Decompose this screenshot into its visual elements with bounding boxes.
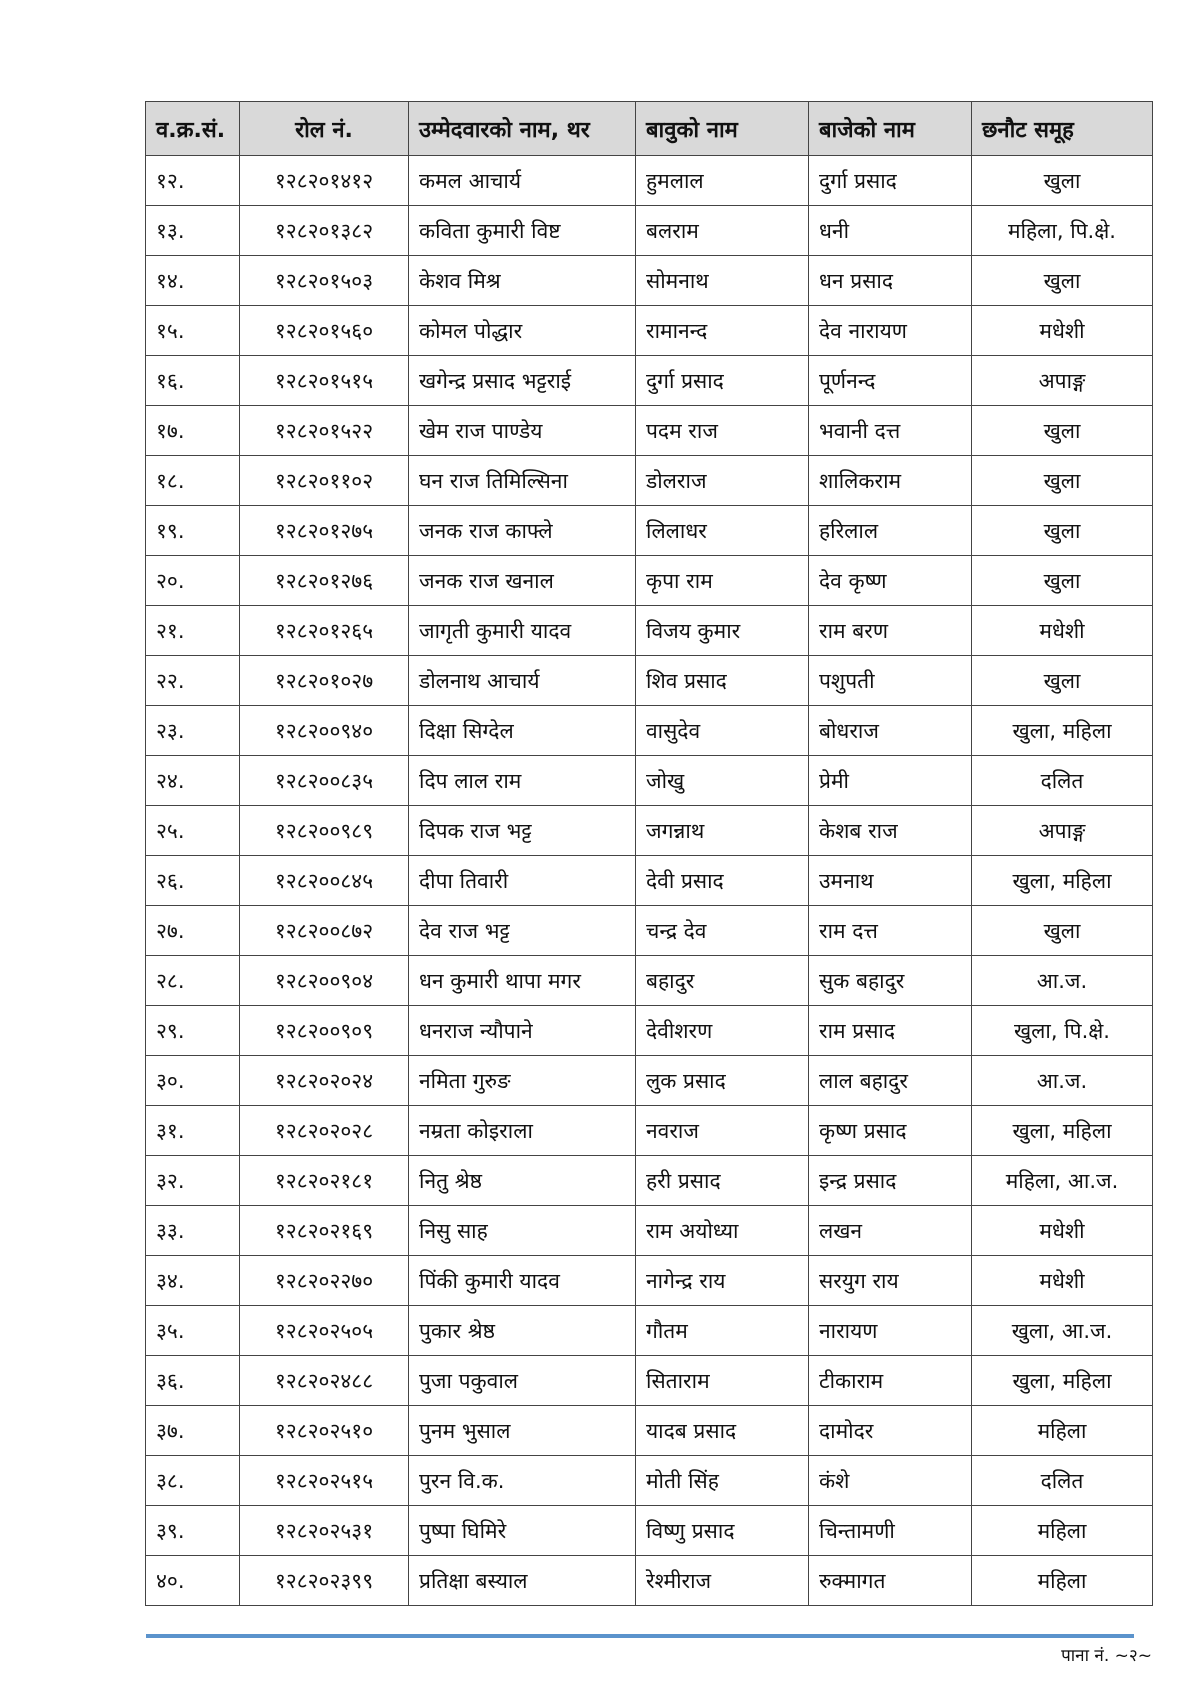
cell-father-name: राम अयोध्या <box>636 1206 809 1256</box>
cell-grandfather-name: रुक्मागत <box>809 1556 972 1606</box>
cell-serial: २६. <box>146 856 240 906</box>
cell-grandfather-name: पूर्णनन्द <box>809 356 972 406</box>
cell-serial: १२. <box>146 156 240 206</box>
table-row <box>146 956 1153 1006</box>
cell-selection-group: आ.ज. <box>972 956 1153 1006</box>
table-row <box>146 306 1153 356</box>
cell-serial: २०. <box>146 556 240 606</box>
cell-roll-no: १२८२०१२७६ <box>240 556 409 606</box>
cell-father-name: यादब प्रसाद <box>636 1406 809 1456</box>
cell-father-name: देवी प्रसाद <box>636 856 809 906</box>
cell-roll-no: १२८२०१५१५ <box>240 356 409 406</box>
cell-father-name: बहादुर <box>636 956 809 1006</box>
cell-roll-no: १२८२००९४० <box>240 706 409 756</box>
cell-selection-group: खुला <box>972 256 1153 306</box>
cell-father-name: बलराम <box>636 206 809 256</box>
cell-roll-no: १२८२०१२७५ <box>240 506 409 556</box>
cell-candidate-name: निसु साह <box>409 1206 636 1256</box>
table-row <box>146 1006 1153 1056</box>
cell-grandfather-name: नारायण <box>809 1306 972 1356</box>
cell-grandfather-name: लखन <box>809 1206 972 1256</box>
cell-selection-group: खुला <box>972 406 1153 456</box>
cell-roll-no: १२८२०२१६९ <box>240 1206 409 1256</box>
cell-selection-group: खुला <box>972 906 1153 956</box>
cell-candidate-name: जनक राज खनाल <box>409 556 636 606</box>
cell-serial: ३०. <box>146 1056 240 1106</box>
cell-candidate-name: दिक्षा सिग्देल <box>409 706 636 756</box>
table-row <box>146 1156 1153 1206</box>
cell-roll-no: १२८२००९०९ <box>240 1006 409 1056</box>
cell-selection-group: अपाङ्ग <box>972 806 1153 856</box>
cell-father-name: शिव प्रसाद <box>636 656 809 706</box>
cell-father-name: जोखु <box>636 756 809 806</box>
cell-candidate-name: दिपक राज भट्ट <box>409 806 636 856</box>
cell-father-name: लिलाधर <box>636 506 809 556</box>
cell-serial: ३१. <box>146 1106 240 1156</box>
cell-serial: २९. <box>146 1006 240 1056</box>
cell-father-name: नागेन्द्र राय <box>636 1256 809 1306</box>
cell-grandfather-name: कृष्ण प्रसाद <box>809 1106 972 1156</box>
cell-father-name: नवराज <box>636 1106 809 1156</box>
header-candidate-name: उम्मेदवारको नाम, थर <box>409 102 636 156</box>
cell-grandfather-name: इन्द्र प्रसाद <box>809 1156 972 1206</box>
cell-father-name: सोमनाथ <box>636 256 809 306</box>
header-serial: व.क्र.सं. <box>146 102 240 156</box>
cell-candidate-name: दिप लाल राम <box>409 756 636 806</box>
cell-candidate-name: देव राज भट्ट <box>409 906 636 956</box>
cell-selection-group: मधेशी <box>972 306 1153 356</box>
cell-father-name: विजय कुमार <box>636 606 809 656</box>
cell-selection-group: खुला, महिला <box>972 856 1153 906</box>
cell-roll-no: १२८२०२३९९ <box>240 1556 409 1606</box>
cell-roll-no: १२८२००९०४ <box>240 956 409 1006</box>
table-row <box>146 406 1153 456</box>
cell-father-name: सिताराम <box>636 1356 809 1406</box>
cell-candidate-name: दीपा तिवारी <box>409 856 636 906</box>
table-row <box>146 1256 1153 1306</box>
cell-roll-no: १२८२०१०२७ <box>240 656 409 706</box>
cell-roll-no: १२८२०११०२ <box>240 456 409 506</box>
cell-father-name: रामानन्द <box>636 306 809 356</box>
cell-grandfather-name: टीकाराम <box>809 1356 972 1406</box>
cell-serial: ३८. <box>146 1456 240 1506</box>
cell-candidate-name: जागृती कुमारी यादव <box>409 606 636 656</box>
cell-roll-no: १२८२०२४८८ <box>240 1356 409 1406</box>
cell-roll-no: १२८२०१३८२ <box>240 206 409 256</box>
cell-serial: १५. <box>146 306 240 356</box>
cell-candidate-name: पुरन वि.क. <box>409 1456 636 1506</box>
cell-grandfather-name: केशब राज <box>809 806 972 856</box>
cell-serial: २१. <box>146 606 240 656</box>
table-row <box>146 806 1153 856</box>
footer-divider <box>146 1634 1134 1638</box>
cell-roll-no: १२८२००९८९ <box>240 806 409 856</box>
cell-roll-no: १२८२०२०२४ <box>240 1056 409 1106</box>
cell-roll-no: १२८२००८७२ <box>240 906 409 956</box>
cell-roll-no: १२८२००८४५ <box>240 856 409 906</box>
cell-selection-group: खुला <box>972 556 1153 606</box>
header-grandfather-name: बाजेको नाम <box>809 102 972 156</box>
cell-candidate-name: नितु श्रेष्ठ <box>409 1156 636 1206</box>
cell-grandfather-name: भवानी दत्त <box>809 406 972 456</box>
table-row <box>146 1306 1153 1356</box>
cell-serial: २३. <box>146 706 240 756</box>
cell-selection-group: खुला <box>972 656 1153 706</box>
cell-grandfather-name: देव कृष्ण <box>809 556 972 606</box>
cell-roll-no: १२८२०१५६० <box>240 306 409 356</box>
cell-grandfather-name: उमनाथ <box>809 856 972 906</box>
cell-father-name: मोती सिंह <box>636 1456 809 1506</box>
table-row <box>146 556 1153 606</box>
cell-serial: १७. <box>146 406 240 456</box>
cell-serial: १८. <box>146 456 240 506</box>
cell-candidate-name: पुनम भुसाल <box>409 1406 636 1456</box>
cell-grandfather-name: राम प्रसाद <box>809 1006 972 1056</box>
cell-serial: १४. <box>146 256 240 306</box>
cell-grandfather-name: सरयुग राय <box>809 1256 972 1306</box>
table-row <box>146 1206 1153 1256</box>
cell-serial: २४. <box>146 756 240 806</box>
cell-candidate-name: धनराज न्यौपाने <box>409 1006 636 1056</box>
cell-candidate-name: पुष्पा घिमिरे <box>409 1506 636 1556</box>
cell-serial: २७. <box>146 906 240 956</box>
table-row <box>146 1356 1153 1406</box>
table-row <box>146 856 1153 906</box>
table-row <box>146 906 1153 956</box>
cell-father-name: लुक प्रसाद <box>636 1056 809 1106</box>
cell-serial: १९. <box>146 506 240 556</box>
table-row <box>146 1456 1153 1506</box>
table-row <box>146 1106 1153 1156</box>
candidate-table <box>145 101 1153 1606</box>
cell-candidate-name: प्रतिक्षा बस्याल <box>409 1556 636 1606</box>
table-row <box>146 506 1153 556</box>
cell-candidate-name: जनक राज काफ्ले <box>409 506 636 556</box>
table-row <box>146 606 1153 656</box>
table-row <box>146 156 1153 206</box>
cell-father-name: विष्णु प्रसाद <box>636 1506 809 1556</box>
cell-serial: ३९. <box>146 1506 240 1556</box>
cell-candidate-name: नम्रता कोइराला <box>409 1106 636 1156</box>
cell-grandfather-name: पशुपती <box>809 656 972 706</box>
cell-candidate-name: पुजा पकुवाल <box>409 1356 636 1406</box>
cell-candidate-name: पुकार श्रेष्ठ <box>409 1306 636 1356</box>
cell-father-name: रेश्मीराज <box>636 1556 809 1606</box>
cell-serial: ३३. <box>146 1206 240 1256</box>
cell-serial: ३६. <box>146 1356 240 1406</box>
cell-grandfather-name: प्रेमी <box>809 756 972 806</box>
cell-roll-no: १२८२०२१८१ <box>240 1156 409 1206</box>
cell-father-name: गौतम <box>636 1306 809 1356</box>
cell-selection-group: दलित <box>972 756 1153 806</box>
cell-roll-no: १२८२०२५१५ <box>240 1456 409 1506</box>
cell-candidate-name: केशव मिश्र <box>409 256 636 306</box>
cell-selection-group: खुला <box>972 156 1153 206</box>
table-row <box>146 656 1153 706</box>
cell-candidate-name: पिंकी कुमारी यादव <box>409 1256 636 1306</box>
cell-selection-group: खुला <box>972 456 1153 506</box>
cell-candidate-name: खगेन्द्र प्रसाद भट्टराई <box>409 356 636 406</box>
cell-selection-group: महिला <box>972 1406 1153 1456</box>
cell-serial: ३४. <box>146 1256 240 1306</box>
cell-roll-no: १२८२०१४१२ <box>240 156 409 206</box>
cell-grandfather-name: देव नारायण <box>809 306 972 356</box>
table-header-row <box>146 102 1153 156</box>
cell-selection-group: मधेशी <box>972 1256 1153 1306</box>
cell-serial: १६. <box>146 356 240 406</box>
cell-roll-no: १२८२००८३५ <box>240 756 409 806</box>
cell-roll-no: १२८२०२५०५ <box>240 1306 409 1356</box>
cell-father-name: हरी प्रसाद <box>636 1156 809 1206</box>
cell-candidate-name: कविता कुमारी विष्ट <box>409 206 636 256</box>
cell-grandfather-name: बोधराज <box>809 706 972 756</box>
cell-serial: २५. <box>146 806 240 856</box>
cell-selection-group: खुला <box>972 506 1153 556</box>
cell-father-name: जगन्नाथ <box>636 806 809 856</box>
cell-candidate-name: घन राज तिमिल्सिना <box>409 456 636 506</box>
cell-selection-group: महिला, आ.ज. <box>972 1156 1153 1206</box>
table-row <box>146 206 1153 256</box>
cell-selection-group: महिला <box>972 1556 1153 1606</box>
cell-roll-no: १२८२०२२७० <box>240 1256 409 1306</box>
cell-grandfather-name: राम दत्त <box>809 906 972 956</box>
cell-candidate-name: कोमल पोद्धार <box>409 306 636 356</box>
cell-serial: २८. <box>146 956 240 1006</box>
cell-roll-no: १२८२०१२६५ <box>240 606 409 656</box>
cell-father-name: देवीशरण <box>636 1006 809 1056</box>
cell-roll-no: १२८२०१५०३ <box>240 256 409 306</box>
cell-selection-group: खुला, महिला <box>972 706 1153 756</box>
cell-father-name: दुर्गा प्रसाद <box>636 356 809 406</box>
cell-selection-group: अपाङ्ग <box>972 356 1153 406</box>
cell-selection-group: खुला, आ.ज. <box>972 1306 1153 1356</box>
table-row <box>146 1506 1153 1556</box>
table-row <box>146 1406 1153 1456</box>
cell-selection-group: दलित <box>972 1456 1153 1506</box>
cell-serial: २२. <box>146 656 240 706</box>
cell-roll-no: १२८२०१५२२ <box>240 406 409 456</box>
cell-grandfather-name: धन प्रसाद <box>809 256 972 306</box>
cell-selection-group: खुला, महिला <box>972 1106 1153 1156</box>
table-row <box>146 356 1153 406</box>
cell-candidate-name: नमिता गुरुङ <box>409 1056 636 1106</box>
page-number: पाना नं. ~२~ <box>1061 1646 1152 1666</box>
cell-father-name: पदम राज <box>636 406 809 456</box>
cell-father-name: डोलराज <box>636 456 809 506</box>
cell-serial: १३. <box>146 206 240 256</box>
cell-serial: ४०. <box>146 1556 240 1606</box>
cell-grandfather-name: कंशे <box>809 1456 972 1506</box>
cell-grandfather-name: धनी <box>809 206 972 256</box>
cell-roll-no: १२८२०२५१० <box>240 1406 409 1456</box>
cell-candidate-name: डोलनाथ आचार्य <box>409 656 636 706</box>
cell-candidate-name: खेम राज पाण्डेय <box>409 406 636 456</box>
table-row <box>146 706 1153 756</box>
cell-father-name: कृपा राम <box>636 556 809 606</box>
cell-selection-group: खुला, महिला <box>972 1356 1153 1406</box>
cell-selection-group: महिला, पि.क्षे. <box>972 206 1153 256</box>
cell-grandfather-name: राम बरण <box>809 606 972 656</box>
cell-father-name: वासुदेव <box>636 706 809 756</box>
header-father-name: बावुको नाम <box>636 102 809 156</box>
cell-selection-group: खुला, पि.क्षे. <box>972 1006 1153 1056</box>
cell-grandfather-name: हरिलाल <box>809 506 972 556</box>
cell-father-name: हुमलाल <box>636 156 809 206</box>
header-selection-group: छनौट समूह <box>972 102 1153 156</box>
cell-grandfather-name: दामोदर <box>809 1406 972 1456</box>
cell-serial: ३५. <box>146 1306 240 1356</box>
cell-roll-no: १२८२०२५३१ <box>240 1506 409 1556</box>
cell-father-name: चन्द्र देव <box>636 906 809 956</box>
cell-grandfather-name: दुर्गा प्रसाद <box>809 156 972 206</box>
cell-selection-group: आ.ज. <box>972 1056 1153 1106</box>
table-row <box>146 1556 1153 1606</box>
cell-roll-no: १२८२०२०२८ <box>240 1106 409 1156</box>
cell-serial: ३२. <box>146 1156 240 1206</box>
table-row <box>146 756 1153 806</box>
table-row <box>146 256 1153 306</box>
cell-grandfather-name: चिन्तामणी <box>809 1506 972 1556</box>
cell-grandfather-name: सुक बहादुर <box>809 956 972 1006</box>
cell-candidate-name: धन कुमारी थापा मगर <box>409 956 636 1006</box>
cell-candidate-name: कमल आचार्य <box>409 156 636 206</box>
cell-selection-group: मधेशी <box>972 1206 1153 1256</box>
cell-selection-group: मधेशी <box>972 606 1153 656</box>
cell-grandfather-name: शालिकराम <box>809 456 972 506</box>
header-roll-no: रोल नं. <box>240 102 409 156</box>
table-row <box>146 456 1153 506</box>
cell-serial: ३७. <box>146 1406 240 1456</box>
cell-selection-group: महिला <box>972 1506 1153 1556</box>
cell-grandfather-name: लाल बहादुर <box>809 1056 972 1106</box>
table-row <box>146 1056 1153 1106</box>
